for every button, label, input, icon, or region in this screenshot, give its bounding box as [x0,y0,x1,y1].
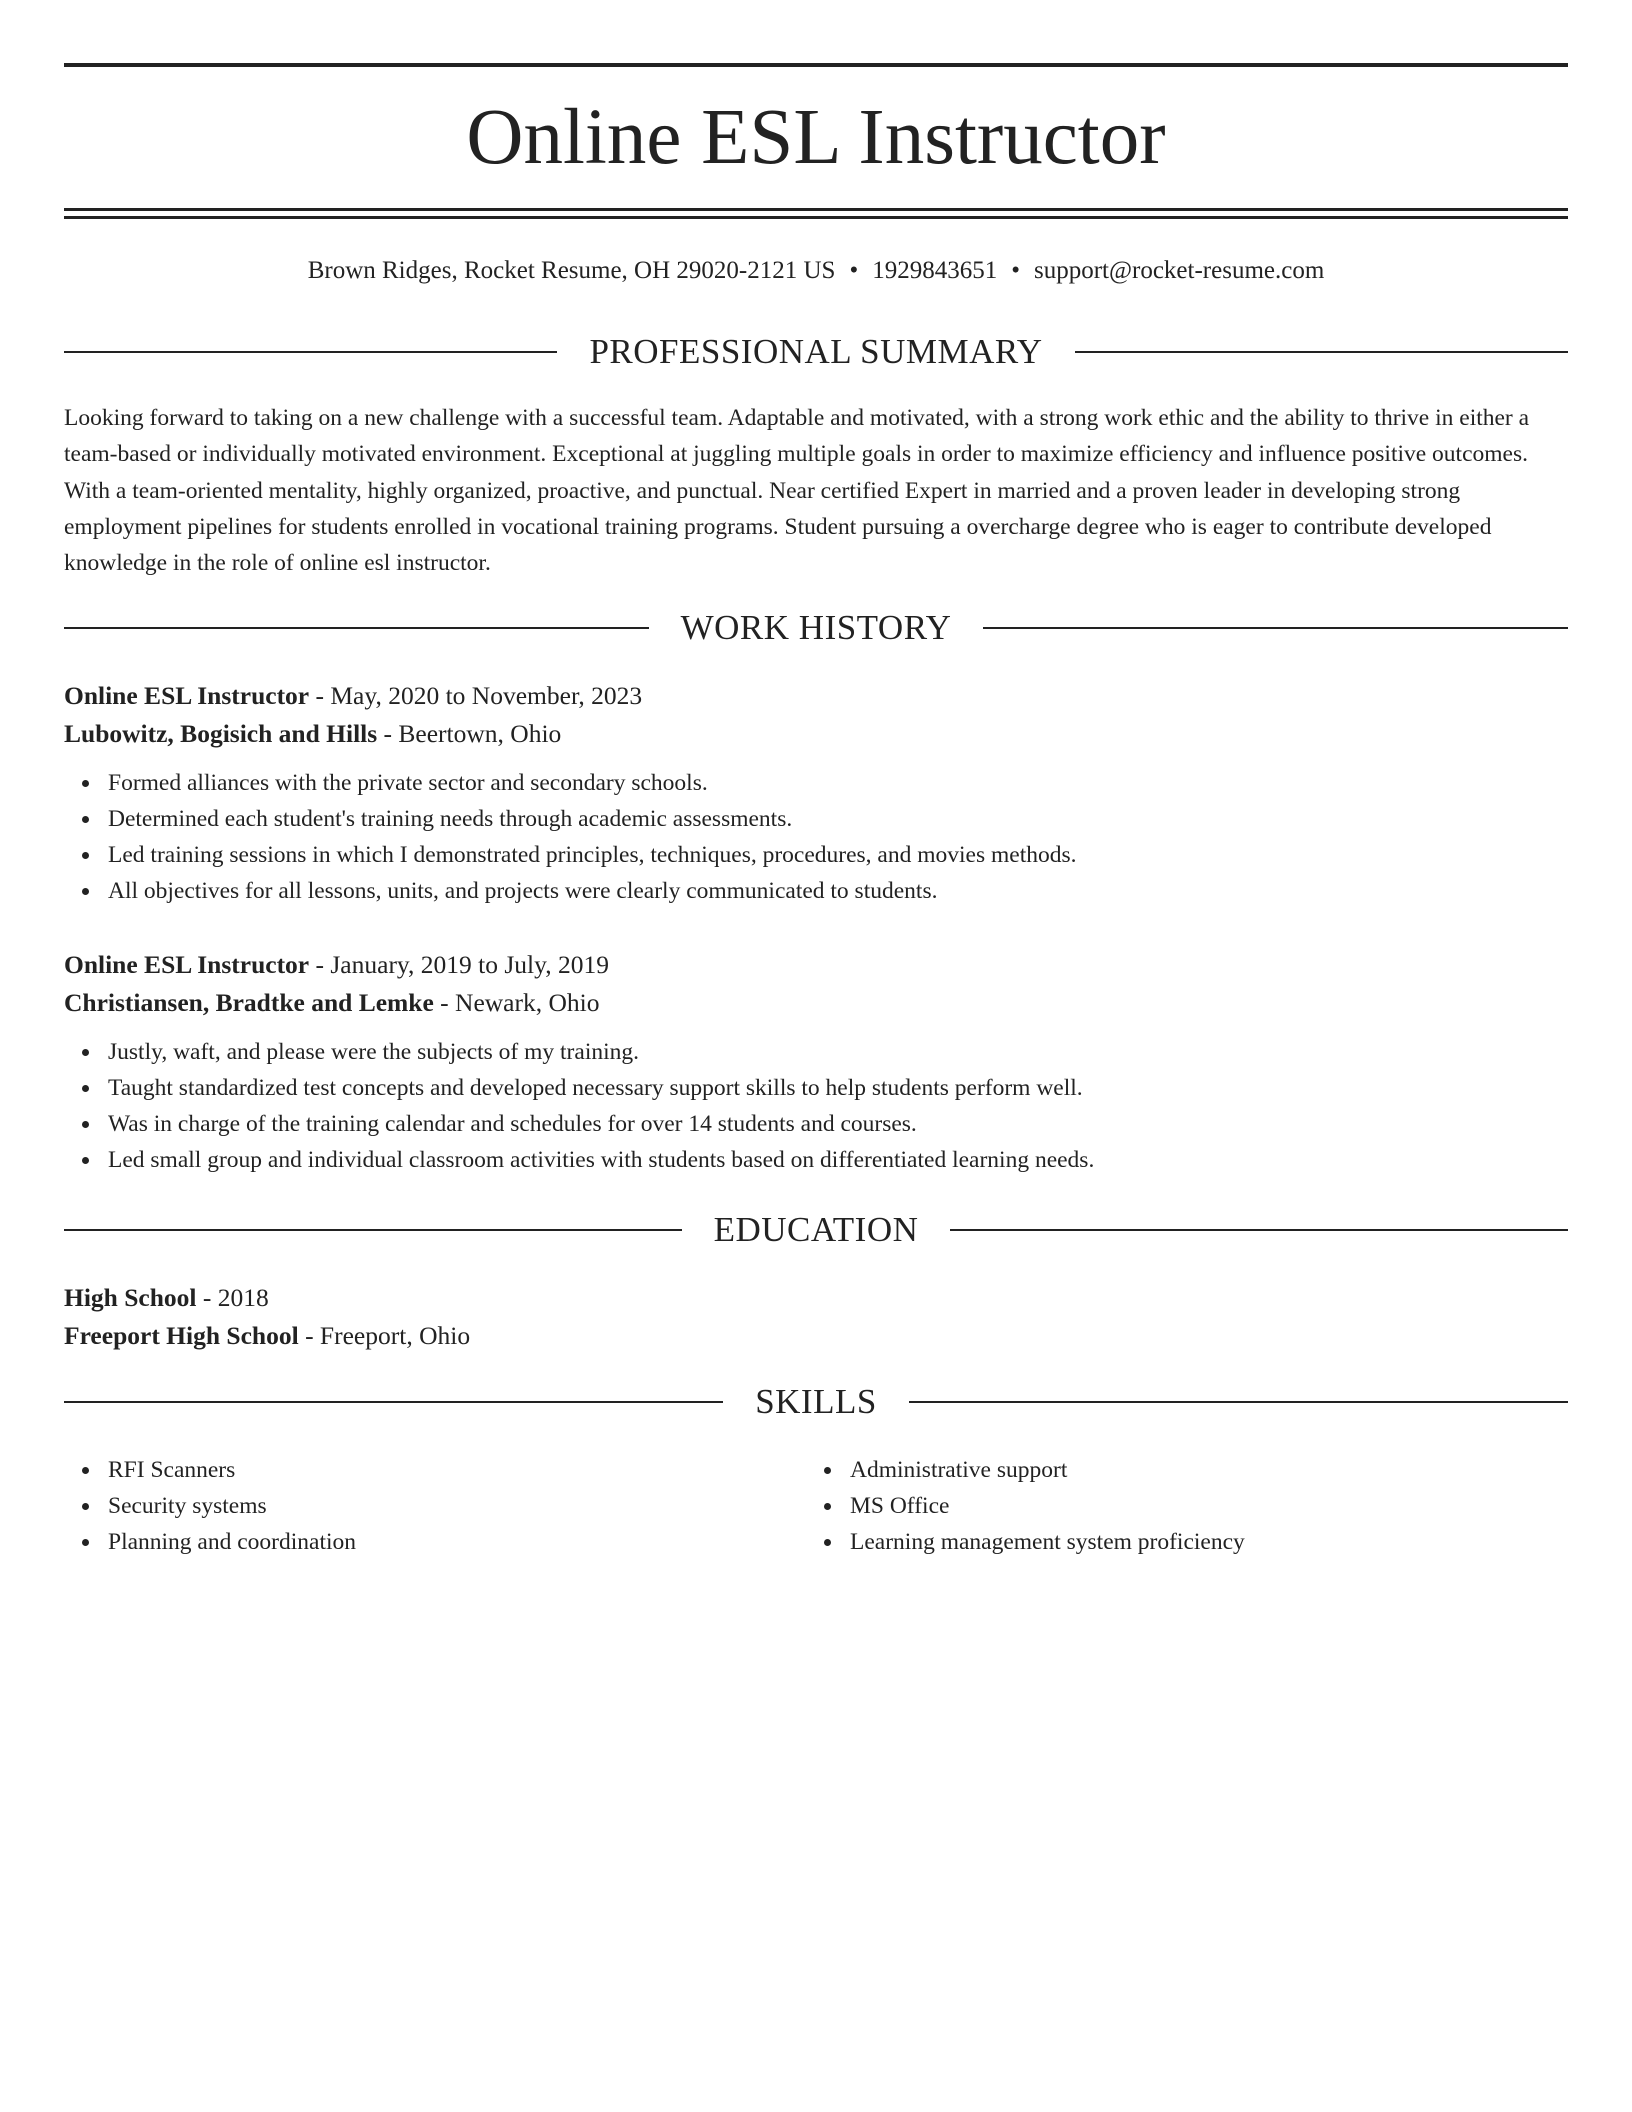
skills-section-header [64,1380,1568,1424]
section-rule-right [1075,351,1568,353]
header-top-rule [64,63,1568,67]
job-title: Online ESL Instructor [64,950,310,979]
summary-text: Looking forward to taking on a new challenge with a successful team. Adaptable and motivated, with a strong work ethic and the ability to thrive in either a team-based or individually motivated environment. Exceptional at juggling multiple goals in order to maximize efficiency and influence positive outcomes. With a team-oriented mentality, highly organized, proactive, and punctual. Near certified Expert in married and a proven leader in developing strong employment pipelines for students enrolled in vocational training programs. Student pursuing a overcharge degree who is eager to contribute developed knowledge in the role of online esl instructor. [64,405,1530,577]
section-rule-right [909,1401,1568,1403]
list-item: Was in charge of the training calendar and schedules for over 14 students and courses. [108,1106,1568,1142]
education-degree: High School [64,1283,197,1312]
education-entry [64,1279,1568,1355]
job-bullets [64,1034,1568,1178]
job-dates: - May, 2020 to November, 2023 [309,681,643,710]
job-company: Christiansen, Bradtke and Lemke [64,988,434,1017]
header-divider-lower [64,216,1568,219]
list-item: Administrative support [850,1452,1245,1488]
header-divider-upper [64,208,1568,211]
contact-separator: • [849,257,859,284]
list-item: Determined each student's training needs through academic assessments. [108,801,1568,837]
education-school: Freeport High School [64,1321,299,1350]
education-degree-line [64,1279,1568,1317]
contact-separator: • [1011,257,1020,284]
contact-address: Brown Ridges, Rocket Resume, OH 29020-2121 US [307,257,836,284]
job-dates: - January, 2019 to July, 2019 [309,950,609,979]
section-title: EDUCATION [713,1210,919,1249]
contact-line [64,254,1568,288]
section-rule-left [64,1401,723,1403]
job-entry [64,677,1568,909]
section-title: PROFESSIONAL SUMMARY [589,332,1043,371]
resume-name: Online ESL Instructor [466,94,1166,181]
job-entry [64,946,1568,1178]
contact-email: support@rocket-resume.com [1033,257,1325,284]
list-item: Security systems [108,1488,356,1524]
list-item: Led small group and individual classroom activities with students based on differentiated learning needs. [108,1142,1568,1178]
job-company-line [64,984,1568,1022]
job-location: - Newark, Ohio [433,988,600,1017]
section-rule-right [950,1229,1568,1231]
education-section-header [64,1208,1568,1252]
list-item: Led training sessions in which I demonstrated principles, techniques, procedures, and movies methods. [108,837,1568,873]
section-rule-left [64,1229,682,1231]
education-location: - Freeport, Ohio [298,1321,471,1350]
section-rule-left [64,351,557,353]
section-title: WORK HISTORY [680,608,952,647]
skills-column-left [64,1452,356,1560]
list-item: Formed alliances with the private sector and secondary schools. [108,765,1568,801]
contact-phone: 1929843651 [872,257,998,284]
job-title-line [64,946,1568,984]
education-school-line [64,1317,1568,1355]
list-item: Learning management system proficiency [850,1524,1245,1560]
job-company: Lubowitz, Bogisich and Hills [64,719,378,748]
job-title: Online ESL Instructor [64,681,310,710]
skills-column-right [806,1452,1245,1560]
list-item: Justly, waft, and please were the subjects of my training. [108,1034,1568,1070]
job-location: - Beertown, Ohio [377,719,562,748]
job-company-line [64,715,1568,753]
list-item: Planning and coordination [108,1524,356,1560]
summary-section-header [64,330,1568,374]
section-title: SKILLS [755,1382,877,1421]
job-bullets [64,765,1568,909]
education-year: - 2018 [196,1283,269,1312]
list-item: All objectives for all lessons, units, and projects were clearly communicated to students. [108,873,1568,909]
section-rule-right [983,627,1568,629]
list-item: RFI Scanners [108,1452,356,1488]
job-title-line [64,677,1568,715]
list-item: MS Office [850,1488,1245,1524]
section-rule-left [64,627,649,629]
work-section-header [64,606,1568,650]
list-item: Taught standardized test concepts and developed necessary support skills to help students perform well. [108,1070,1568,1106]
